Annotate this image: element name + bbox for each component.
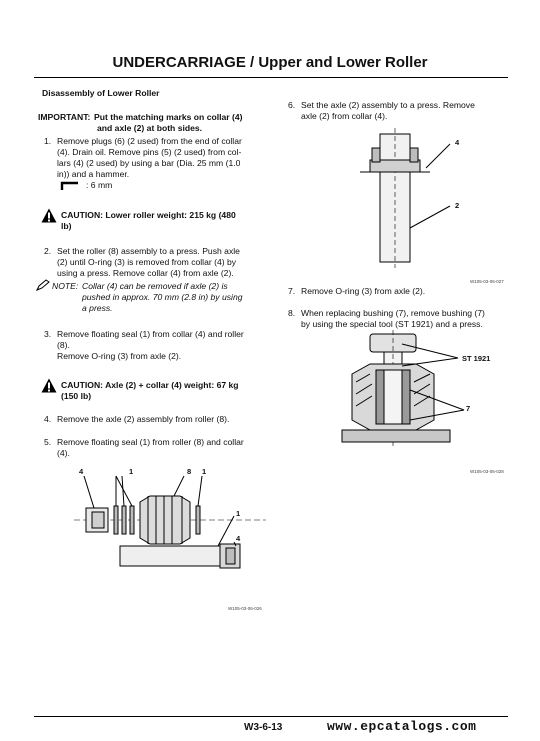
header-rule <box>34 77 508 78</box>
note-line2: pushed in approx. 70 mm (2.8 in) by using <box>82 292 243 302</box>
figure-caption: W105-03-06-026 <box>228 606 262 611</box>
callout-8: 8 <box>187 467 192 476</box>
figure-caption: W105-03-06-027 <box>470 279 504 284</box>
callout-4: 4 <box>236 534 241 543</box>
step-2-line: (2) until O-ring (3) is removed from collar (4) by <box>57 257 237 267</box>
axle-press-illustration <box>360 128 470 268</box>
callout-1: 1 <box>202 467 207 476</box>
step-1-line: Remove plugs (6) (2 used) from the end of collar <box>57 136 242 146</box>
step-6-number: 6. <box>288 100 296 110</box>
important-text-line2: and axle (2) at both sides. <box>97 123 203 133</box>
note-line3: a press. <box>82 303 113 313</box>
bushing-removal-illustration <box>340 330 500 450</box>
step-6-line: Set the axle (2) assembly to a press. Remove <box>301 100 475 110</box>
step-3-line: Remove O-ring (3) from axle (2). <box>57 351 182 361</box>
step-5-line: Remove floating seal (1) from roller (8) and collar <box>57 437 244 447</box>
page-number: W3-6-13 <box>244 722 283 733</box>
caution-1-line1: CAUTION: Lower roller weight: 215 kg (480 <box>61 210 236 220</box>
step-5-line: (4). <box>57 448 70 458</box>
callout-1: 1 <box>236 509 241 518</box>
roller-exploded-illustration <box>70 462 270 592</box>
step-8-line: by using the special tool (ST 1921) and a press. <box>301 319 483 329</box>
callout-st-1921: ST 1921 <box>462 354 491 363</box>
step-8-number: 8. <box>288 308 296 318</box>
callout-1: 1 <box>129 467 134 476</box>
step-1-line: lars (4) (2 used) by using a bar (Dia. 25 mm (1.0 <box>57 158 241 168</box>
step-2-number: 2. <box>44 246 52 256</box>
step-7-number: 7. <box>288 286 296 296</box>
caution-icon <box>41 208 57 223</box>
caution-2-line1: CAUTION: Axle (2) + collar (4) weight: 67 kg <box>61 380 239 390</box>
figure-caption: W105-03-06-028 <box>470 469 504 474</box>
footer-rule <box>34 716 508 717</box>
step-1-number: 1. <box>44 136 52 146</box>
important-text-line1: Put the matching marks on collar (4) <box>94 112 243 122</box>
callout-4: 4 <box>79 467 84 476</box>
important-label: IMPORTANT: <box>38 112 91 122</box>
watermark-site: www.epcatalogs.com <box>327 719 477 734</box>
callout-2: 2 <box>455 201 460 210</box>
hex-wrench-icon <box>60 181 80 191</box>
step-3-number: 3. <box>44 329 52 339</box>
caution-2-line2: (150 lb) <box>61 391 92 401</box>
note-pencil-icon <box>36 279 50 291</box>
step-2-line: Set the roller (8) assembly to a press. Push axle <box>57 246 240 256</box>
callout-4: 4 <box>455 138 460 147</box>
step-1-line: in)) and a hammer. <box>57 169 130 179</box>
callout-7: 7 <box>466 404 471 413</box>
note-label: NOTE: <box>52 281 79 291</box>
tool-size: : 6 mm <box>86 180 113 190</box>
step-1-line: (4). Drain oil. Remove pins (5) (2 used) from col- <box>57 147 242 157</box>
step-4-number: 4. <box>44 414 52 424</box>
step-6-line: axle (2) from collar (4). <box>301 111 388 121</box>
step-7-text: Remove O-ring (3) from axle (2). <box>301 286 426 296</box>
step-8-line: When replacing bushing (7), remove bushing (7) <box>301 308 485 318</box>
caution-1-line2: lb) <box>61 221 72 231</box>
page-title: UNDERCARRIAGE / Upper and Lower Roller <box>112 54 428 71</box>
section-title: Disassembly of Lower Roller <box>42 88 160 98</box>
step-4-text: Remove the axle (2) assembly from roller (8). <box>57 414 230 424</box>
step-3-line: Remove floating seal (1) from collar (4) and roller <box>57 329 244 339</box>
step-2-line: using a press. Remove collar (4) from axle (2). <box>57 268 234 278</box>
step-3-line: (8). <box>57 340 70 350</box>
caution-icon <box>41 378 57 393</box>
step-5-number: 5. <box>44 437 52 447</box>
note-line1: Collar (4) can be removed if axle (2) is <box>82 281 228 291</box>
